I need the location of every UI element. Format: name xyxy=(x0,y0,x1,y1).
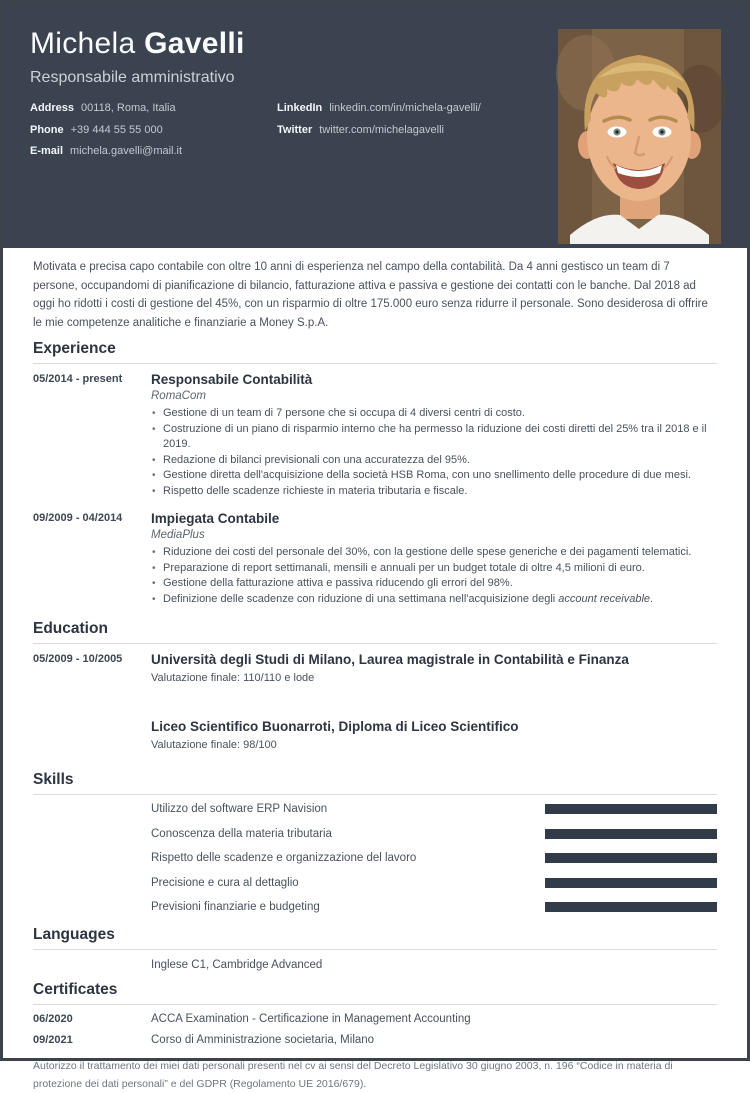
skill-label: Precisione e cura al dettaglio xyxy=(151,876,299,889)
job-bullet-list xyxy=(151,406,717,499)
skill-level-track xyxy=(545,853,717,863)
skill-row xyxy=(151,803,717,815)
linkedin-link[interactable]: linkedin.com/in/michela-gavelli/ xyxy=(329,102,481,114)
candidate-job-title: Responsabile amministrativo xyxy=(30,69,235,86)
section-skills xyxy=(33,772,717,913)
education-dates xyxy=(33,718,151,752)
job-bullet: • Preparazione di report settimanali, mensili e annuali per un budget totale di oltre 4,5 milioni di euro. xyxy=(151,561,717,577)
company-name: RomaCom xyxy=(151,390,206,402)
candidate-last-name: Gavelli xyxy=(144,27,245,60)
job-bullet-list xyxy=(151,545,717,607)
job-bullet: • Gestione diretta dell'acquisizione della società HSB Roma, con uno snellimento delle procedure di due mesi. xyxy=(151,468,717,484)
skill-level-track xyxy=(545,878,717,888)
section-experience xyxy=(33,341,717,607)
education-entry xyxy=(33,718,717,752)
summary-text: Motivata e precisa capo contabile con oltre 10 anni di esperienza nel campo della contabilità. Da 4 anni gestisco un team di 7 persone, occupandomi di pianificazione di bilancio, fatturazione attiva e passiva e gestione dei contatti con le banche. Dal 2018 ad oggi ho ridotti i costi di gestione del 45%, con un risparmio di oltre 175.000 euro senza ridurre il personale. Sono desiderosa di offrire le mie competenze analitiche e finanziarie a Money S.p.A. xyxy=(33,261,708,329)
experience-details xyxy=(151,510,717,607)
experience-dates: 09/2009 - 04/2014 xyxy=(33,512,123,524)
skill-level-bar xyxy=(545,853,717,863)
profile-photo xyxy=(558,29,721,244)
contact-phone-row xyxy=(30,124,277,136)
linkedin-label: LinkedIn xyxy=(277,102,323,114)
section-title-certificates: Certificates xyxy=(33,982,717,1005)
section-title-education: Education xyxy=(33,621,717,644)
section-languages xyxy=(33,927,717,972)
skill-label: Previsioni finanziarie e budgeting xyxy=(151,901,320,913)
contact-address-row xyxy=(30,102,277,114)
section-title-experience: Experience xyxy=(33,341,717,364)
address-value: 00118, Roma, Italia xyxy=(81,102,176,114)
job-bullet: • Costruzione di un piano di risparmio interno che ha permesso la riduzione dei costi diretti del 25% tra il 2018 e il 2019. xyxy=(151,422,717,453)
section-title-languages: Languages xyxy=(33,927,717,950)
cv-header xyxy=(3,3,747,248)
job-title: Impiegata Contabile xyxy=(151,511,280,526)
skill-label: Utilizzo del software ERP Navision xyxy=(151,803,328,815)
language-item: Inglese C1, Cambridge Advanced xyxy=(151,959,323,971)
experience-details xyxy=(151,371,717,499)
certificate-date: 09/2021 xyxy=(33,1034,73,1046)
address-label: Address xyxy=(30,102,75,114)
certificate-row xyxy=(33,1013,717,1026)
education-details xyxy=(151,718,717,752)
portrait-illustration xyxy=(558,29,721,244)
contact-email-row xyxy=(30,145,277,157)
experience-list xyxy=(33,371,717,607)
section-education xyxy=(33,621,717,752)
phone-value: +39 444 55 55 000 xyxy=(70,123,163,136)
gdpr-consent-text: Autorizzo il trattamento dei miei dati personali presenti nel cv ai sensi del Decreto Legislativo 30 giugno 2003, n. 196 “Codice in materia di protezione dei dati personali” e del GDPR (Regolamento UE 2016/679). xyxy=(33,1060,673,1090)
job-bullet: • Gestione di un team di 7 persone che si occupa di 4 diversi centri di costo. xyxy=(151,406,717,422)
skill-label: Rispetto delle scadenze e organizzazione del lavoro xyxy=(151,852,417,864)
twitter-link[interactable]: twitter.com/michelagavelli xyxy=(319,123,444,136)
skill-level-bar xyxy=(545,804,717,814)
phone-label: Phone xyxy=(30,123,64,136)
final-grade: Valutazione finale: 110/110 e lode xyxy=(151,672,315,684)
degree-title: Università degli Studi di Milano, Laurea magistrale in Contabilità e Finanza xyxy=(151,652,629,667)
certificate-date: 06/2020 xyxy=(33,1013,73,1025)
section-certificates xyxy=(33,982,717,1047)
skill-level-track xyxy=(545,804,717,814)
skill-label: Conoscenza della materia tributaria xyxy=(151,827,332,840)
languages-list xyxy=(33,959,717,972)
job-title: Responsabile Contabilità xyxy=(151,372,313,387)
skill-row xyxy=(151,852,717,864)
skill-level-track xyxy=(545,902,717,912)
skills-list xyxy=(33,803,717,913)
experience-entry xyxy=(33,510,717,607)
email-label: E-mail xyxy=(30,145,64,157)
certificates-list xyxy=(33,1013,717,1047)
skill-row xyxy=(151,828,717,840)
skill-row xyxy=(151,901,717,913)
education-details xyxy=(151,651,717,685)
final-grade: Valutazione finale: 98/100 xyxy=(151,739,277,751)
experience-dates: 05/2014 - present xyxy=(33,373,123,385)
cv-body xyxy=(3,258,747,1093)
certificate-row xyxy=(33,1034,717,1047)
job-bullet: • Redazione di bilanci previsionali con una accuratezza del 95%. xyxy=(151,453,717,469)
certificate-title: ACCA Examination - Certificazione in Management Accounting xyxy=(151,1013,471,1025)
experience-entry xyxy=(33,371,717,499)
skill-level-bar xyxy=(545,878,717,888)
education-entry xyxy=(33,651,717,685)
candidate-first-name: Michela xyxy=(30,27,136,60)
certificate-title: Corso di Amministrazione societaria, Milano xyxy=(151,1034,375,1046)
twitter-label: Twitter xyxy=(277,123,313,136)
job-bullet: • Rispetto delle scadenze richieste in materia tributaria e fiscale. xyxy=(151,484,717,500)
skill-row xyxy=(151,877,717,889)
education-dates: 05/2009 - 10/2005 xyxy=(33,653,123,665)
degree-title: Liceo Scientifico Buonarroti, Diploma di Liceo Scientifico xyxy=(151,719,519,734)
email-value: michela.gavelli@mail.it xyxy=(70,145,183,157)
skill-level-track xyxy=(545,829,717,839)
skill-level-bar xyxy=(545,829,717,839)
section-title-skills: Skills xyxy=(33,772,717,795)
education-list xyxy=(33,651,717,752)
skill-level-bar xyxy=(545,902,717,912)
job-bullet: • Definizione delle scadenze con riduzione di una settimana nell'acquisizione degli account receivable. xyxy=(151,592,717,608)
contact-column-left xyxy=(30,102,277,167)
company-name: MediaPlus xyxy=(151,529,205,541)
job-bullet: • Gestione della fatturazione attiva e passiva riducendo gli errori del 98%. xyxy=(151,576,717,592)
job-bullet: • Riduzione dei costi del personale del 30%, con la gestione delle spese generiche e dei pagamenti telematici. xyxy=(151,545,717,561)
